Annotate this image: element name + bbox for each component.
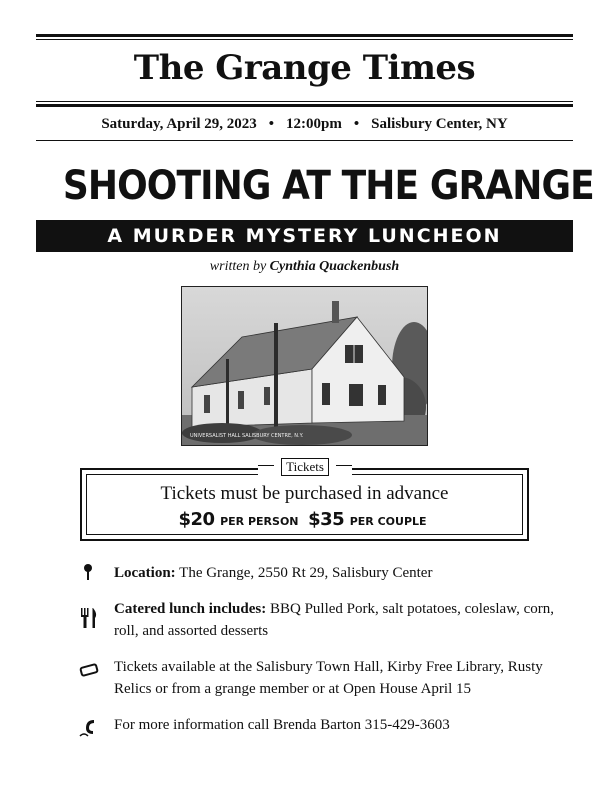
headline: SHOOTING AT THE GRANGE — [62, 163, 594, 209]
dateline — [36, 114, 573, 134]
byline — [36, 258, 573, 276]
location-row — [78, 562, 558, 584]
per-person-label: PER PERSON — [220, 515, 299, 528]
location-label: Location: — [114, 565, 176, 581]
top-rule-thick — [36, 34, 573, 37]
masthead-title: The Grange Times — [133, 48, 476, 88]
grange-hall-photo — [181, 286, 428, 446]
price-couple: $35 — [308, 509, 345, 530]
contact-row — [78, 714, 558, 736]
subheadline-bar: A MURDER MYSTERY LUNCHEON — [36, 220, 573, 252]
grange-hall-illustration — [182, 287, 427, 445]
fork-knife-icon — [78, 606, 100, 630]
separator: • — [268, 116, 275, 132]
location-text — [114, 562, 558, 584]
lunch-label: Catered lunch includes: — [114, 601, 267, 617]
lunch-value: BBQ Pulled Pork, salt potatoes, coleslaw, corn, roll, and assorted desserts — [114, 601, 554, 639]
dateline-rule — [36, 140, 573, 141]
availability-row — [78, 656, 558, 700]
price-person: $20 — [178, 509, 215, 530]
ticket-prices — [80, 508, 529, 534]
event-date: Saturday, April 29, 2023 — [101, 116, 257, 132]
separator: • — [353, 116, 360, 132]
map-pin-icon — [78, 562, 100, 586]
masthead-rule-thick — [36, 104, 573, 107]
lunch-row — [78, 598, 558, 642]
contact-text: For more information call Brenda Barton 315-429-3603 — [114, 717, 450, 733]
masthead-rule-thin — [36, 101, 573, 102]
advance-note: Tickets must be purchased in advance — [160, 483, 449, 504]
lunch-text — [114, 598, 558, 642]
location-value: The Grange, 2550 Rt 29, Salisbury Center — [179, 565, 433, 581]
tickets-tab-label: Tickets — [281, 458, 329, 476]
phone-icon — [78, 716, 100, 740]
tickets-tab — [258, 456, 352, 478]
ticket-icon — [78, 658, 100, 682]
per-couple-label: PER COUPLE — [349, 515, 427, 528]
event-time: 12:00pm — [286, 116, 342, 132]
byline-author: Cynthia Quackenbush — [269, 259, 400, 274]
event-place: Salisbury Center, NY — [371, 116, 508, 132]
byline-prefix: written by — [209, 259, 267, 274]
availability-text: Tickets available at the Salisbury Town Hall, Kirby Free Library, Rusty Relics or from a grange member or at Open House April 15 — [114, 659, 543, 697]
photo-caption: UNIVERSALIST HALL SALISBURY CENTRE, N.Y. — [190, 433, 304, 439]
top-rule-thin — [36, 39, 573, 40]
